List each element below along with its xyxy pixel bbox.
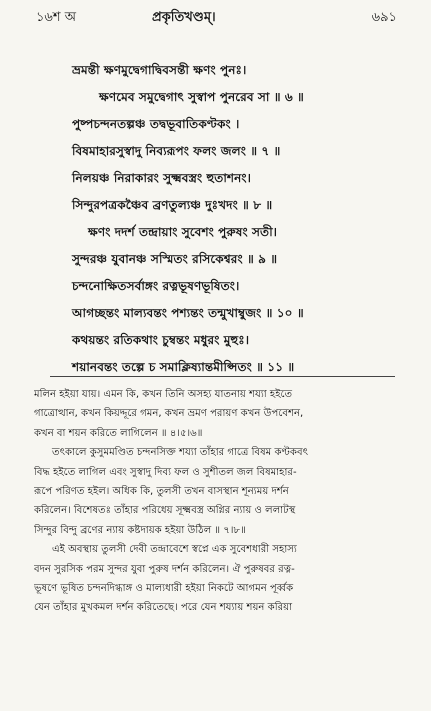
prose-line: গাত্রোত্থান, কখন কিয়দ্দূরে গমন, কখন ভ্রমণ পরায়ণ কখন উপবেশন, (34, 408, 304, 420)
verse-line: বিষমাহারসুস্বাদু নিব্যরূপং ফলং জলং ॥ ৭ ॥ (72, 144, 281, 158)
prose-line: ভূষণে ভূষিত চন্দনদিগ্ধাঙ্গ ও মাল্যধারী হইয়া নিকটে আগমন পূর্ব্বক (34, 583, 294, 595)
verse-line: চন্দনোক্ষিতসর্বাঙ্গং রত্নভূষণভূষিতং। (72, 279, 240, 293)
prose-line: তৎকালে কুসুমমণ্ডিত চন্দনসিক্ত শয্যা তাঁহার গাত্রে বিষম কণ্টকবৎ (52, 447, 309, 459)
prose-line: বিদ্ধ হইতে লাগিল এবং সুস্বাদু দিব্য ফল ও সুশীতল জল বিষমাহার- (34, 466, 297, 478)
verse-line: ক্ষণং দদর্শ তন্দ্রায়াং সুবেশং পুরুষং সতী। (88, 225, 278, 239)
prose-line: যেন তাঁহার মুখকমল দর্শন করিতেছে। পরে যেন শয্যায় শয়ন করিয়া (34, 602, 293, 614)
verse-line: ক্ষণমেব সমুদ্বেগাৎ সুস্বাপ পুনরেব সা ॥ ৬ ॥ (99, 90, 304, 104)
prose-line: বদন সুরসিক পরম সুন্দর যুবা পুরুষ দর্শন করিলেন। ঐ পুরুষবর রত্ন- (34, 563, 295, 575)
prose-line: এই অবস্থায় তুলসী দেবী তন্দ্রাবেশে স্বপ্নে এক সুবেশধারী সহাস্য (52, 544, 297, 556)
prose-line: কখন বা শয়ন করিতে লাগিলেন ॥ ৪।৫।৬॥ (34, 427, 203, 439)
divider (50, 376, 395, 377)
verse-line: নিলয়ঞ্চ নিরাকারং সুক্ষ্মবস্ত্রং হুতাশনং। (72, 171, 252, 185)
verse-line: শয়ানবন্তং তল্পে চ সমাক্লিষ্যান্তমীপ্সিতং ॥ ১১ ॥ (72, 360, 295, 374)
book-title: প্রকৃতিখণ্ডম্‌। (152, 10, 216, 25)
page-number: ৬৯১ (371, 10, 397, 25)
prose-line: মলিন হইয়া যায়। এমন কি, কখন তিনি অসহ্য যাতনায় শয্যা হইতে (34, 389, 293, 400)
verse-line: সুন্দরঞ্চ যুবানঞ্চ সস্মিতং রসিকেশ্বরং ॥ ৯ ॥ (72, 252, 278, 266)
prose-line: করিলেন। বিশেষতঃ তাঁহার পরিধেয় সূক্ষ্মবস্ত্র অগ্নির ন্যায় ও ললাটস্থ (34, 505, 296, 517)
prose-line: সিন্দুর বিন্দু ব্রণের ন্যায় কষ্টদায়ক হইয়া উঠিল ॥ ৭।৮॥ (34, 524, 246, 536)
verse-line: আগচ্ছন্তং মাল্যবন্তং পশ্যন্তং তন্মুখাম্বুজং ॥ ১০ ॥ (72, 306, 304, 320)
chapter-label: ১৬শ অ (36, 10, 76, 25)
prose-line: রূপে পরিণত হইল। অধিক কি, তুলসী তখন বাসস্থান শূন্যময় দর্শন (34, 486, 289, 498)
verse-line: সিন্দুরপত্রকঞ্চৈব ব্রণতুল্যঞ্চ দুঃখদং ॥ ৮ ॥ (72, 198, 273, 212)
verse-line: পুষ্পচন্দনতল্পঞ্চ তদ্বভূবাতিকণ্টকং । (72, 117, 240, 131)
verse-line: ভ্রমন্তী ক্ষণমুদ্বেগাদ্বিবসন্তী ক্ষণং পুনঃ। (72, 63, 247, 77)
verse-line: কথয়ন্তং রতিকথাং চুম্বন্তং মধুরং মুহুঃ। (72, 333, 250, 347)
bengali-translation (34, 385, 398, 618)
page-header (0, 6, 431, 28)
